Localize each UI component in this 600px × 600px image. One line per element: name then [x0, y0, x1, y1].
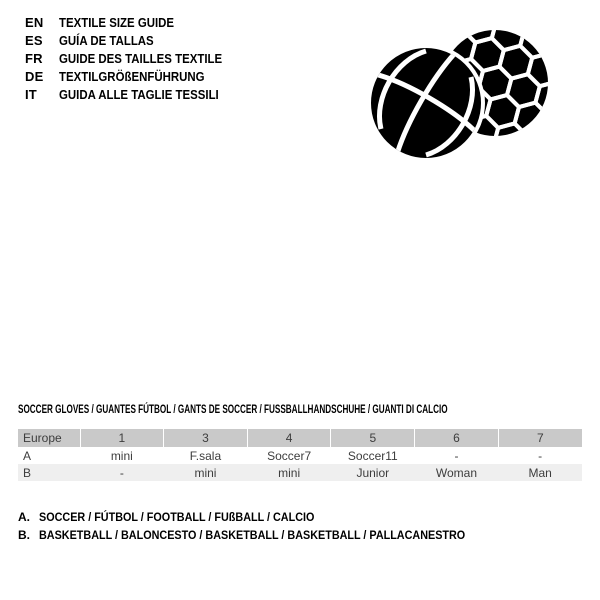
table-header-cell-europe: Europe [18, 429, 80, 447]
language-code: IT [25, 87, 37, 102]
table-cell: Man [498, 464, 582, 481]
language-row [25, 86, 244, 104]
table-header-cell-size: 7 [498, 429, 582, 447]
legend-code: B. [18, 528, 30, 542]
size-table-title: SOCCER GLOVES / GUANTES FÚTBOL / GANTS DE SOCCER / FUSSBALLHANDSCHUHE / GUANTI DI CALCIO [18, 402, 448, 416]
language-row [25, 32, 244, 50]
table-header-cell-size: 5 [331, 429, 415, 447]
language-label: GUÍA DE TALLAS [59, 33, 154, 48]
table-cell: - [498, 447, 582, 464]
table-row-b [18, 464, 582, 481]
legend-label: BASKETBALL / BALONCESTO / BASKETBALL / BASKETBALL / PALLACANESTRO [39, 528, 466, 542]
legend-row-b [18, 526, 513, 544]
language-list [25, 14, 244, 104]
language-code: ES [25, 33, 43, 48]
language-row [25, 68, 244, 86]
language-row [25, 14, 244, 32]
table-row-a [18, 447, 582, 464]
table-header-row [18, 429, 582, 447]
table-cell: - [80, 464, 164, 481]
size-table-title-row [18, 402, 600, 416]
language-label: GUIDE DES TAILLES TEXTILE [59, 51, 223, 66]
language-label: TEXTILE SIZE GUIDE [59, 15, 175, 30]
language-row [25, 50, 244, 68]
table-cell: Soccer11 [331, 447, 415, 464]
table-cell: Junior [331, 464, 415, 481]
row-label: B [18, 464, 80, 481]
table-header-cell-size: 1 [80, 429, 164, 447]
language-code: EN [25, 15, 44, 30]
language-label: TEXTILGRÖßENFÜHRUNG [59, 69, 205, 84]
table-header-cell-size: 6 [415, 429, 499, 447]
table-cell: - [415, 447, 499, 464]
language-label: GUIDA ALLE TAGLIE TESSILI [59, 87, 219, 102]
table-header-cell-size: 3 [164, 429, 248, 447]
table-cell: Soccer7 [247, 447, 331, 464]
table-cell: F.sala [164, 447, 248, 464]
legend [18, 508, 513, 544]
table-cell: Woman [415, 464, 499, 481]
legend-code: A. [18, 510, 30, 524]
balls-illustration [360, 8, 580, 183]
row-label: A [18, 447, 80, 464]
table-cell: mini [247, 464, 331, 481]
table-header-cell-size: 4 [247, 429, 331, 447]
language-code: FR [25, 51, 43, 66]
language-code: DE [25, 69, 44, 84]
legend-label: SOCCER / FÚTBOL / FOOTBALL / FUßBALL / CALCIO [39, 510, 315, 524]
table-cell: mini [164, 464, 248, 481]
legend-row-a [18, 508, 513, 526]
size-table [18, 429, 582, 481]
table-cell: mini [80, 447, 164, 464]
